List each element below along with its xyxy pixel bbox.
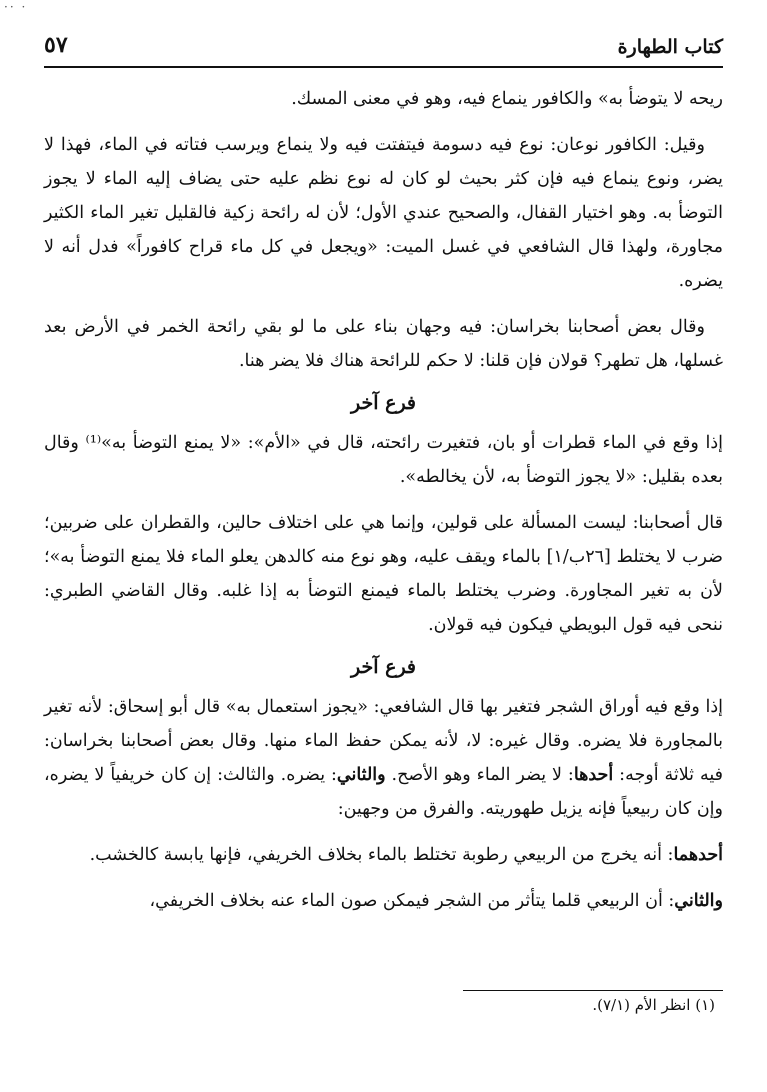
- scan-corner-marks: ·· ·: [4, 0, 28, 14]
- paragraph-4: إذا وقع في الماء قطرات أو بان، فتغيرت رائحته، قال في «الأم»: «لا يمنع التوضأ به»⁽¹⁾ وقال بعده بقليل: «لا يجوز التوضأ به، لأن يخالطه».: [44, 433, 723, 487]
- page-header: [44, 32, 723, 68]
- section-heading-1: فرع آخر: [350, 392, 417, 414]
- footnote-divider: [463, 990, 723, 991]
- paragraph-8: [44, 884, 723, 918]
- paragraph-6: [44, 690, 723, 826]
- paragraph-6-text: إذا وقع فيه أوراق الشجر فتغير بها قال الشافعي: «يجوز استعمال به» قال أبو إسحاق: لأنه تغير بالمجاورة فلا يضره. وقال غيره: لا، لأنه يمكن حفظ الماء منها. وقال بعض أصحابنا بخراسان: فيه ثلاثة أوجه:: [44, 697, 723, 785]
- paragraph-7-text: : أنه يخرج من الربيعي رطوبة تختلط بالماء بخلاف الخريفي، فإنها يابسة كالخشب.: [89, 845, 674, 865]
- page-number: ٥٧: [44, 32, 68, 58]
- footnote: (١) انظر الأم (٧/١).: [592, 996, 715, 1014]
- book-title: كتاب الطهارة: [617, 36, 723, 58]
- paragraph-1: ريحه لا يتوضأ به» والكافور ينماع فيه، وهو في معنى المسك.: [291, 89, 723, 109]
- paragraph-7-lead: أحدهما: [673, 845, 723, 865]
- paragraph-7: [44, 838, 723, 872]
- paragraph-6-mid: : لا يضر الماء وهو الأصح.: [391, 765, 574, 785]
- page-body: [44, 82, 723, 924]
- paragraph-8-text: : أن الربيعي قلما يتأثر من الشجر فيمكن صون الماء عنه بخلاف الخريفي،: [149, 891, 675, 911]
- paragraph-6-lead-second: والثاني: [336, 765, 386, 785]
- paragraph-5: قال أصحابنا: ليست المسألة على قولين، وإنما هي على اختلاف حالين، والقطران على ضربين؛ ضرب لا يختلط [٢٦ب/١] بالماء ويقف عليه، وهو نوع منه كالدهن يعلو الماء فلا يمنع التوضأ به»؛ لأن به تغير المجاورة. وضرب يختلط بالماء فيمنع التوضأ به إذا غلبه. وقال القاضي الطبري: ننحى فيه قول البويطي فيكون فيه قولان.: [44, 513, 724, 635]
- paragraph-6-lead-first: أحدها: [573, 765, 614, 785]
- paragraph-3: وقال بعض أصحابنا بخراسان: فيه وجهان بناء على ما لو بقي رائحة الخمر في الأرض بعد غسلها، هل تطهر؟ قولان فإن قلنا: لا حكم للرائحة هناك فلا يضر هنا.: [44, 317, 723, 371]
- paragraph-6-end: : يضره. والثالث: إن كان خريفياً لا يضره، وإن كان ربيعياً فإنه يزيل طهوريته. والفرق من وجهين:: [44, 765, 723, 819]
- paragraph-2: وقيل: الكافور نوعان: نوع فيه دسومة فيتفتت فيه ولا ينماع ويرسب فتاته في الماء، فهذا لا يضر، ونوع ينماع فيه فإن كثر بحيث لو كان له نوع نظم عليه حتى يضاف إليه الماء لا يجوز التوضأ به. وهو اختيار القفال، والصحيح عندي الأول؛ لأن له رائحة زكية فالقليل تغير الماء الكثير مجاورة، ولهذا قال الشافعي في غسل الميت: «ويجعل في كل ماء قراح كافوراً» فدل أنه لا يضره.: [44, 135, 723, 291]
- paragraph-8-lead: والثاني: [674, 891, 723, 911]
- section-heading-2: فرع آخر: [350, 656, 417, 678]
